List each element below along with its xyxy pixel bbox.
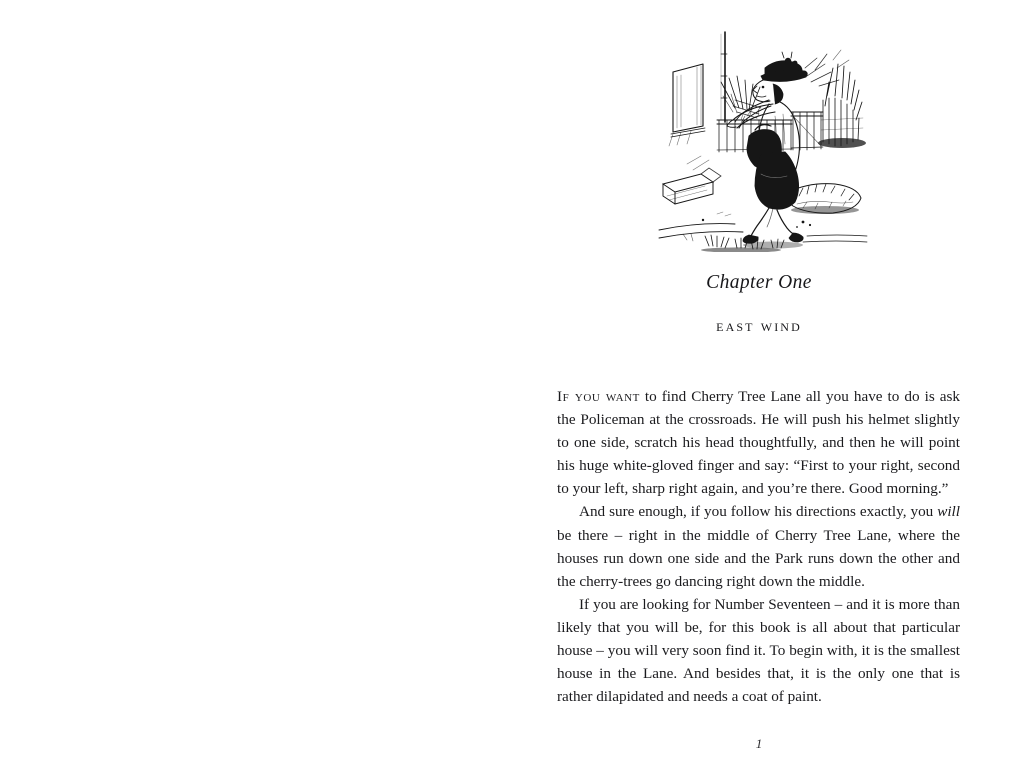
paragraph-1-text: to find Cherry Tree Lane all you have to do is ask the Policeman at the crossroads. He will push his helmet slightly to one side, scratch his head thoughtfully, and then he will point his huge white-gloved finger and say: “First to your right, second to your left, sharp right again, and you’re there. Good morning.” bbox=[557, 388, 961, 498]
page-number-folio: 1 bbox=[755, 736, 763, 751]
paragraph-2-text-after-italic: be there – right in the middle of Cherry Tree Lane, where the houses run down one side and the Park runs down the other and the cherry-trees go dancing right down the middle. bbox=[557, 526, 960, 590]
paragraph-1 bbox=[557, 385, 960, 500]
paragraph-2-italic-word: will bbox=[937, 503, 960, 521]
chapter-illustration bbox=[657, 24, 869, 252]
paragraph-1-opening-smallcaps: If you want bbox=[557, 388, 640, 405]
content-column bbox=[557, 0, 961, 783]
chapter-number: Chapter One bbox=[706, 272, 812, 293]
paragraph-3-text: If you are looking for Number Seventeen – and it is more than likely that you will be, for this book is all about that particular house – you will very soon find it. To begin with, it is the smallest house in the Lane. And besides that, it is the only one that is rather dilapidated and needs a coat of paint. bbox=[557, 595, 960, 706]
chapter-title: east wind bbox=[716, 316, 802, 335]
body-text bbox=[557, 385, 960, 708]
paragraph-2 bbox=[557, 500, 960, 592]
paragraph-3 bbox=[557, 593, 960, 708]
paragraph-2-text-before-italic: And sure enough, if you follow his directions exactly, you bbox=[579, 503, 938, 521]
chapter-illustration-drawing bbox=[657, 24, 869, 252]
